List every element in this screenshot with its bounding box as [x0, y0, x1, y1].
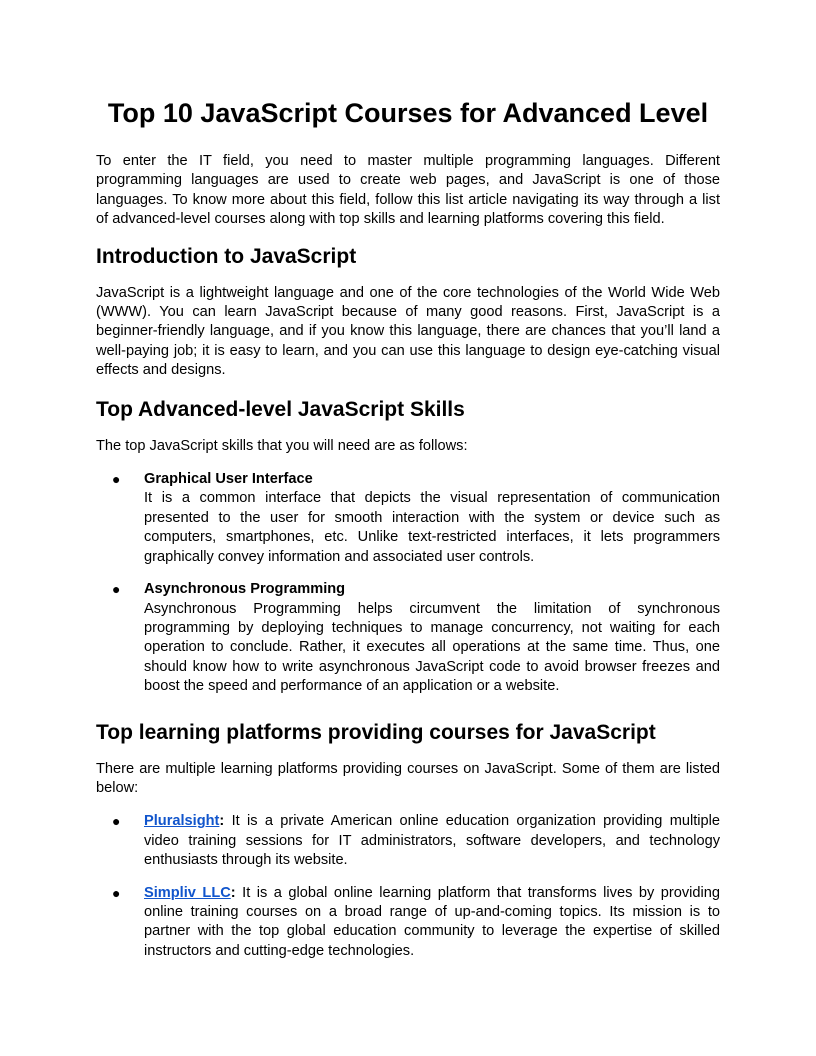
platform-colon: : — [219, 813, 225, 830]
skills-list — [96, 470, 720, 696]
introduction-paragraph: JavaScript is a lightweight language and one of the core technologies of the World Wide Web (WWW). You can learn JavaScript because of many good reasons. First, JavaScript is a beginner-friendly language, and if you know this language, there are chances that you’ll land a well-paying job; it is easy to learn, and you can use this language to design eye-catching visual effects and designs. — [96, 284, 720, 379]
bullet-icon: ● — [112, 581, 121, 598]
skills-lead-paragraph: The top JavaScript skills that you will need are as follows: — [96, 437, 468, 454]
section-heading-skills: Top Advanced-level JavaScript Skills — [96, 397, 465, 421]
bullet-icon: ● — [112, 471, 121, 488]
bullet-icon: ● — [112, 813, 121, 830]
platforms-list — [96, 812, 720, 961]
skill-title: Graphical User Interface — [144, 471, 313, 488]
section-heading-platforms: Top learning platforms providing courses for JavaScript — [96, 720, 656, 744]
list-item — [96, 580, 720, 696]
document-title: Top 10 JavaScript Courses for Advanced Level — [107, 98, 709, 128]
list-item — [96, 470, 720, 567]
skill-title: Asynchronous Programming — [144, 581, 346, 598]
skill-description: Asynchronous Programming helps circumvent the limitation of synchronous programming by deploying techniques to manage concurrency, not waiting for each operation to conclude. Rather, it executes all operations at the same time. Thus, one should know how to write asynchronous JavaScript code to avoid browser freezes and boost the speed and performance of an application or a website. — [144, 600, 720, 695]
skill-description: It is a common interface that depicts the visual representation of communication presented to the user for smooth interaction with the system or device such as computers, smartphones, etc. Unlike text-restricted interfaces, it lets programmers graphically convey information and associated user controls. — [144, 490, 720, 565]
simpliv-link[interactable]: Simpliv LLC — [144, 884, 231, 901]
platforms-lead-paragraph: There are multiple learning platforms providing courses on JavaScript. Some of them are listed below: — [96, 760, 720, 796]
platform-description: It is a global online learning platform that transforms lives by providing online training courses on a broad range of up-and-coming topics. Its mission is to partner with the top global education community to leverage the expertise of skilled instructors and cutting-edge technologies. — [144, 884, 720, 959]
intro-paragraph: To enter the IT field, you need to master multiple programming languages. Different programming languages are used to create web pages, and JavaScript is one of those languages. To know more about this field, follow this list article navigating its way through a list of advanced-level courses along with top skills and learning platforms covering this field. — [96, 153, 720, 228]
section-heading-introduction: Introduction to JavaScript — [96, 244, 357, 268]
document-page — [96, 96, 720, 974]
platform-description: It is a private American online education organization providing multiple video training sessions for IT administrators, software developers, and technology enthusiasts through its website. — [144, 813, 720, 869]
list-item — [96, 884, 720, 962]
platform-colon: : — [230, 884, 236, 901]
list-item — [96, 812, 720, 870]
bullet-icon: ● — [112, 884, 121, 901]
pluralsight-link[interactable]: Pluralsight — [144, 813, 220, 830]
